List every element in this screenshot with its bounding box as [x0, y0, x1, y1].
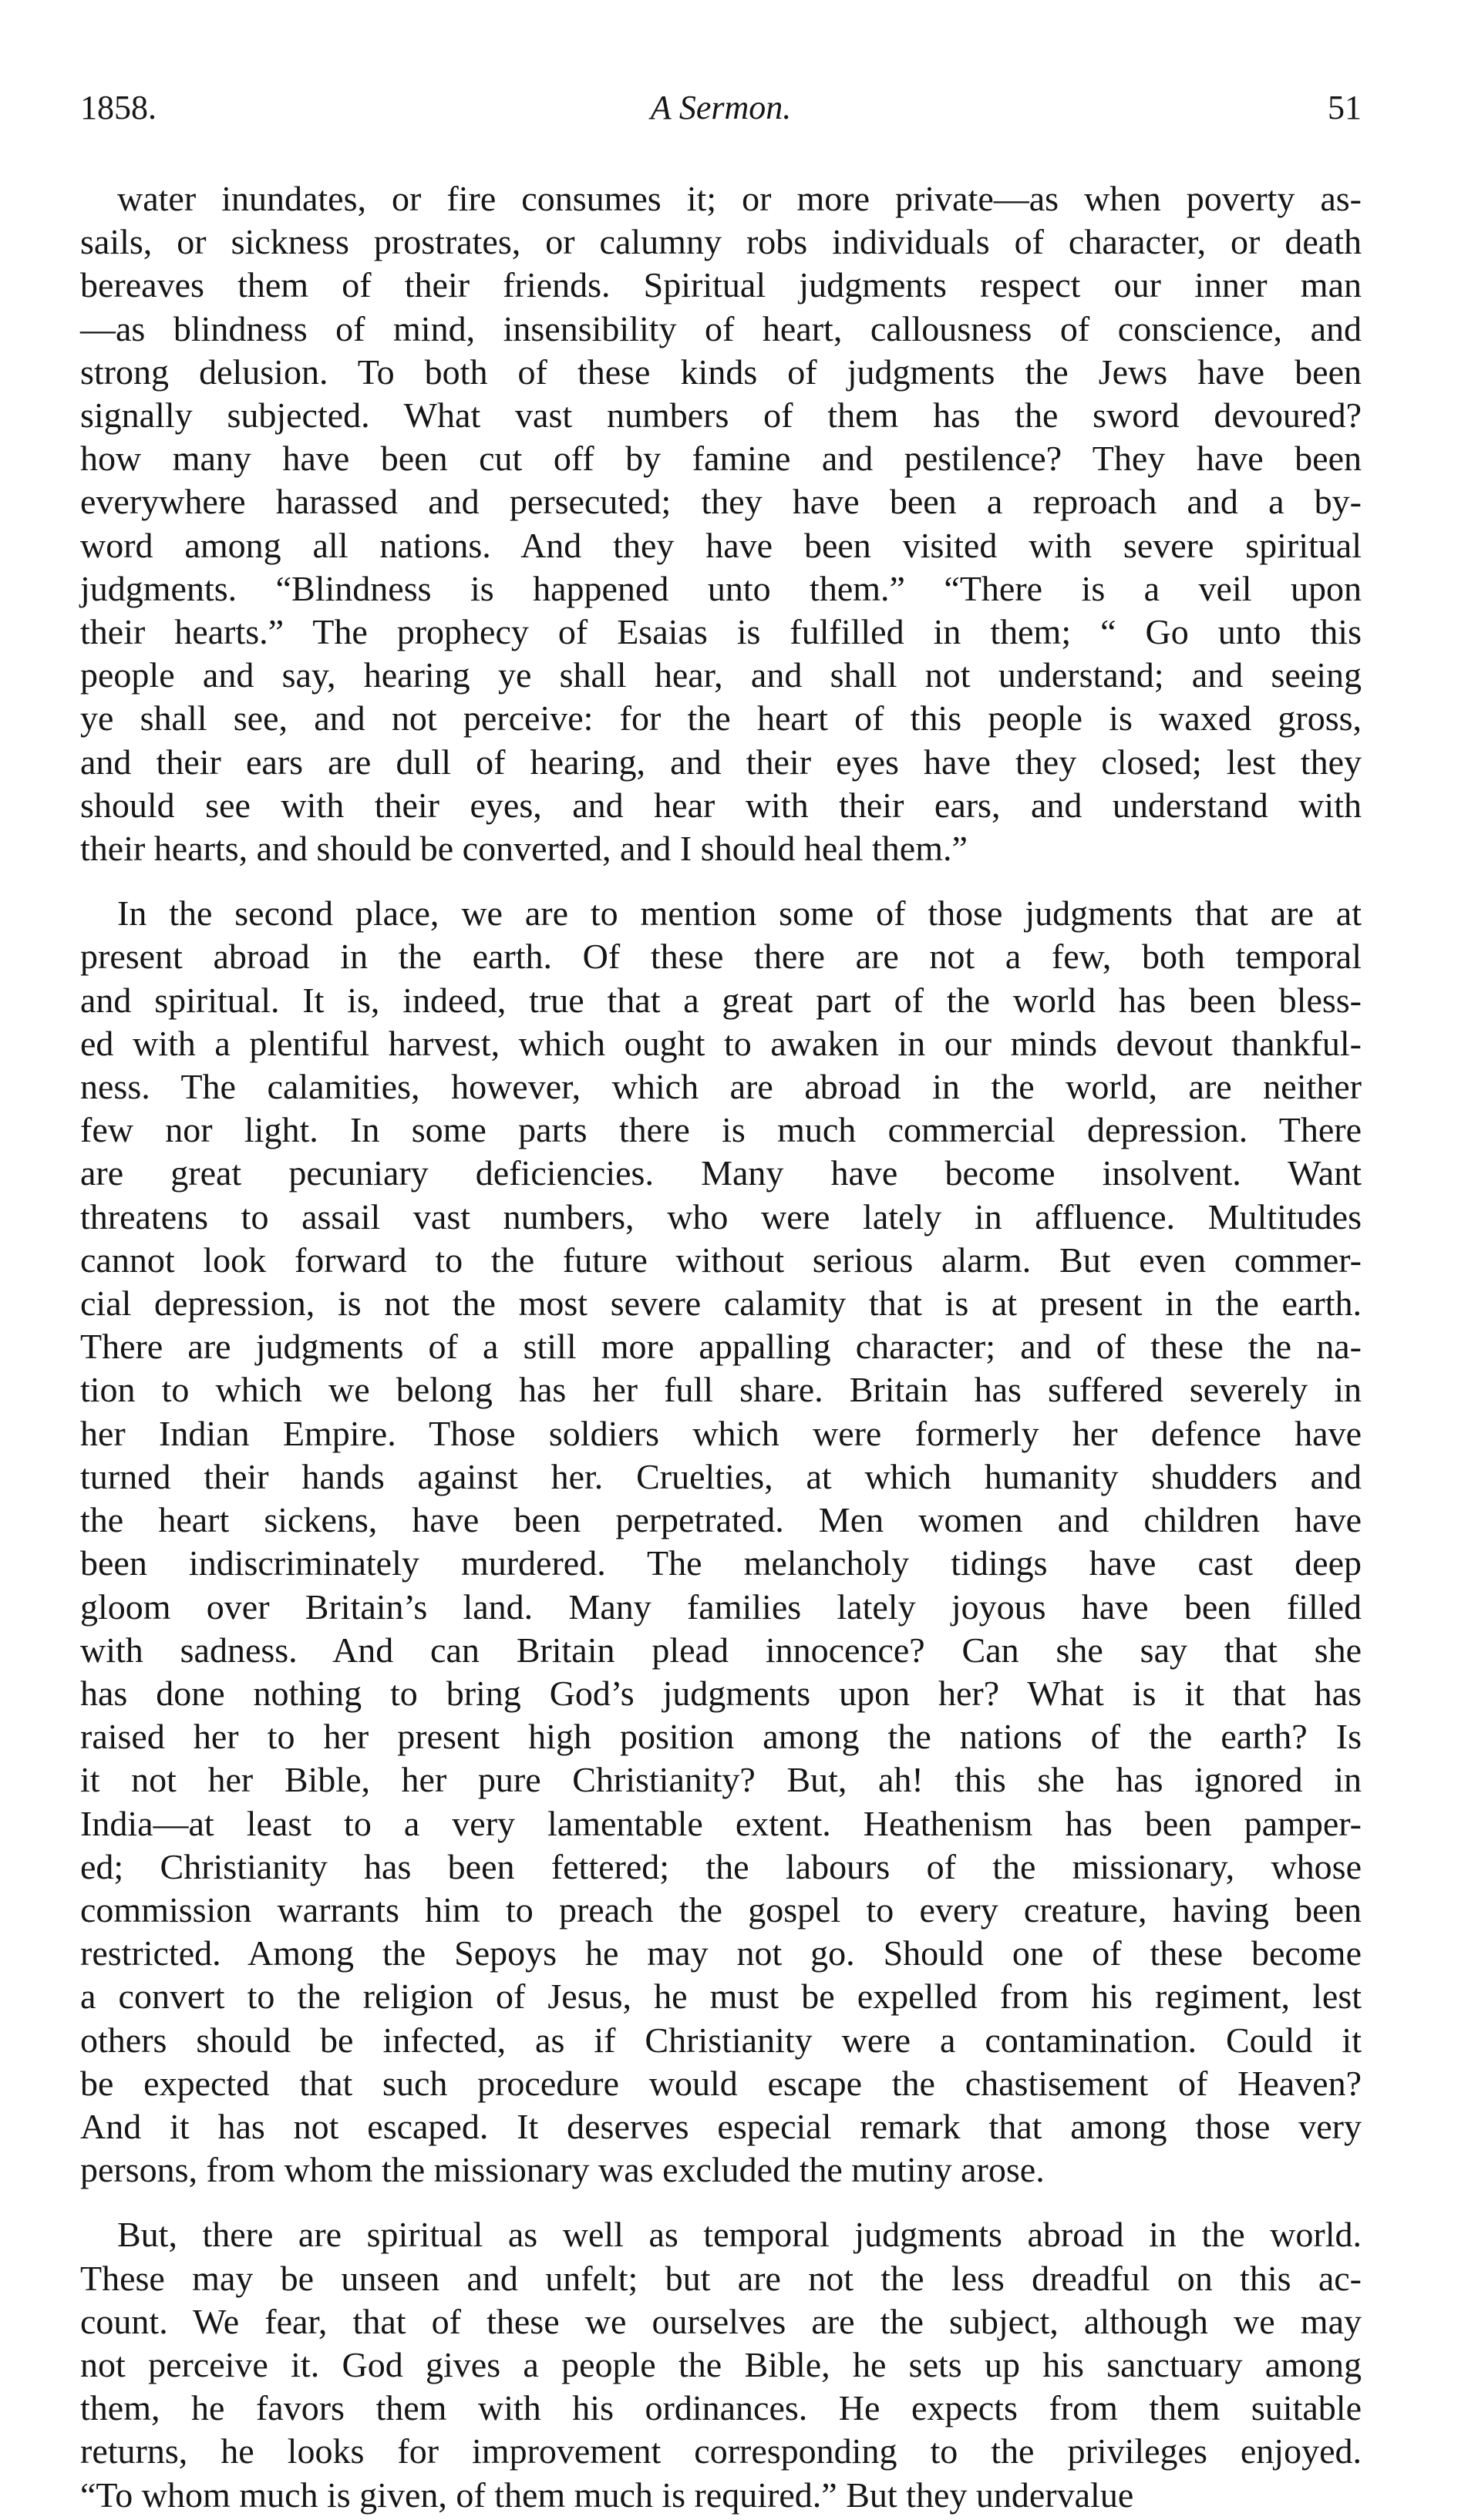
text-line: —as blindness of mind, insensibility of heart, callousness of conscience, and	[80, 308, 1362, 348]
running-head-title: A Sermon.	[650, 89, 792, 126]
text-line: ness. The calamities, however, which are abroad in the world, are neither	[80, 1067, 1362, 1107]
text-line: strong delusion. To both of these kinds of judgments the Jews have been	[80, 352, 1362, 392]
text-line: has done nothing to bring God’s judgments upon her? What is it that has	[80, 1673, 1362, 1713]
running-head-year: 1858.	[80, 89, 157, 126]
text-line: water inundates, or fire consumes it; or more private—as when poverty as-	[117, 179, 1362, 218]
text-line: “To whom much is given, of them much is required.” But they undervalue	[80, 2475, 1134, 2515]
text-line: been indiscriminately murdered. The melancholy tidings have cast deep	[80, 1543, 1362, 1583]
text-line: cannot look forward to the future without serious alarm. But even commer-	[80, 1240, 1362, 1280]
running-head	[80, 77, 1362, 139]
text-line: and spiritual. It is, indeed, true that a great part of the world has been bless-	[80, 980, 1362, 1020]
text-line: tion to which we belong has her full share. Britain has suffered severely in	[80, 1370, 1362, 1410]
text-line: ed with a plentiful harvest, which ought to awaken in our minds devout thankful-	[80, 1023, 1362, 1063]
text-line: few nor light. In some parts there is much commercial depression. There	[80, 1110, 1362, 1150]
text-line: a convert to the religion of Jesus, he must be expelled from his regiment, lest	[80, 1977, 1362, 2017]
text-line: sails, or sickness prostrates, or calumny robs individuals of character, or death	[80, 222, 1362, 262]
page-number: 51	[1328, 89, 1362, 126]
text-line: it not her Bible, her pure Christianity? But, ah! this she has ignored in	[80, 1760, 1362, 1800]
text-line: threatens to assail vast numbers, who were lately in affluence. Multitudes	[80, 1196, 1362, 1236]
text-line: gloom over Britain’s land. Many families lately joyous have been filled	[80, 1586, 1362, 1627]
text-line: be expected that such procedure would escape the chastisement of Heaven?	[80, 2063, 1362, 2103]
text-line: India—at least to a very lamentable extent. Heathenism has been pamper-	[80, 1803, 1362, 1843]
text-line: judgments. “Blindness is happened unto them.” “There is a veil upon	[80, 568, 1362, 608]
text-line: There are judgments of a still more appalling character; and of these the na-	[80, 1327, 1362, 1367]
text-line: should see with their eyes, and hear with their ears, and understand with	[80, 785, 1362, 825]
text-line: But, there are spiritual as well as temporal judgments abroad in the world.	[117, 2215, 1362, 2255]
text-line: word among all nations. And they have been visited with severe spiritual	[80, 525, 1362, 565]
text-line: and their ears are dull of hearing, and their eyes have they closed; lest they	[80, 742, 1362, 782]
body-text	[80, 177, 1362, 2517]
text-line: persons, from whom the missionary was excluded the mutiny arose.	[80, 2150, 1045, 2190]
text-line: signally subjected. What vast numbers of them has the sword devoured?	[80, 395, 1362, 436]
text-line: count. We fear, that of these we ourselves are the subject, although we may	[80, 2301, 1362, 2341]
paragraph	[80, 2213, 1362, 2516]
text-line: ed; Christianity has been fettered; the labours of the missionary, whose	[80, 1846, 1362, 1886]
text-line: her Indian Empire. Those soldiers which were formerly her defence have	[80, 1413, 1362, 1453]
text-line: turned their hands against her. Cruelties, at which humanity shudders and	[80, 1456, 1362, 1496]
text-line: with sadness. And can Britain plead innocence? Can she say that she	[80, 1630, 1362, 1670]
text-line: their hearts, and should be converted, and I should heal them.”	[80, 829, 968, 869]
text-line: people and say, hearing ye shall hear, and shall not understand; and seeing	[80, 655, 1362, 695]
text-line: them, he favors them with his ordinances. He expects from them suitable	[80, 2388, 1362, 2428]
text-line: In the second place, we are to mention some of those judgments that are at	[117, 893, 1362, 934]
text-line: ye shall see, and not perceive: for the heart of this people is waxed gross,	[80, 698, 1362, 739]
text-line: And it has not escaped. It deserves especial remark that among those very	[80, 2106, 1362, 2146]
text-line: how many have been cut off by famine and pestilence? They have been	[80, 439, 1362, 479]
text-line: everywhere harassed and persecuted; they have been a reproach and a by-	[80, 482, 1362, 522]
text-line: are great pecuniary deficiencies. Many have become insolvent. Want	[80, 1153, 1362, 1193]
text-line: others should be infected, as if Christianity were a contamination. Could it	[80, 2020, 1362, 2060]
paragraph	[80, 892, 1362, 2192]
text-line: not perceive it. God gives a people the Bible, he sets up his sanctuary among	[80, 2344, 1362, 2384]
text-line: returns, he looks for improvement corresponding to the privileges enjoyed.	[80, 2431, 1362, 2471]
text-line: the heart sickens, have been perpetrated. Men women and children have	[80, 1500, 1362, 1540]
text-line: These may be unseen and unfelt; but are not the less dreadful on this ac-	[80, 2258, 1362, 2298]
text-line: raised her to her present high position among the nations of the earth? Is	[80, 1717, 1362, 1757]
text-line: present abroad in the earth. Of these there are not a few, both temporal	[80, 937, 1362, 977]
text-line: cial depression, is not the most severe calamity that is at present in the earth.	[80, 1284, 1362, 1324]
text-line: their hearts.” The prophecy of Esaias is fulfilled in them; “ Go unto this	[80, 612, 1362, 652]
text-line: bereaves them of their friends. Spiritual judgments respect our inner man	[80, 265, 1362, 305]
paragraph	[80, 177, 1362, 870]
book-page	[80, 77, 1362, 2517]
text-line: commission warrants him to preach the gospel to every creature, having been	[80, 1889, 1362, 1930]
text-line: restricted. Among the Sepoys he may not go. Should one of these become	[80, 1933, 1362, 1973]
